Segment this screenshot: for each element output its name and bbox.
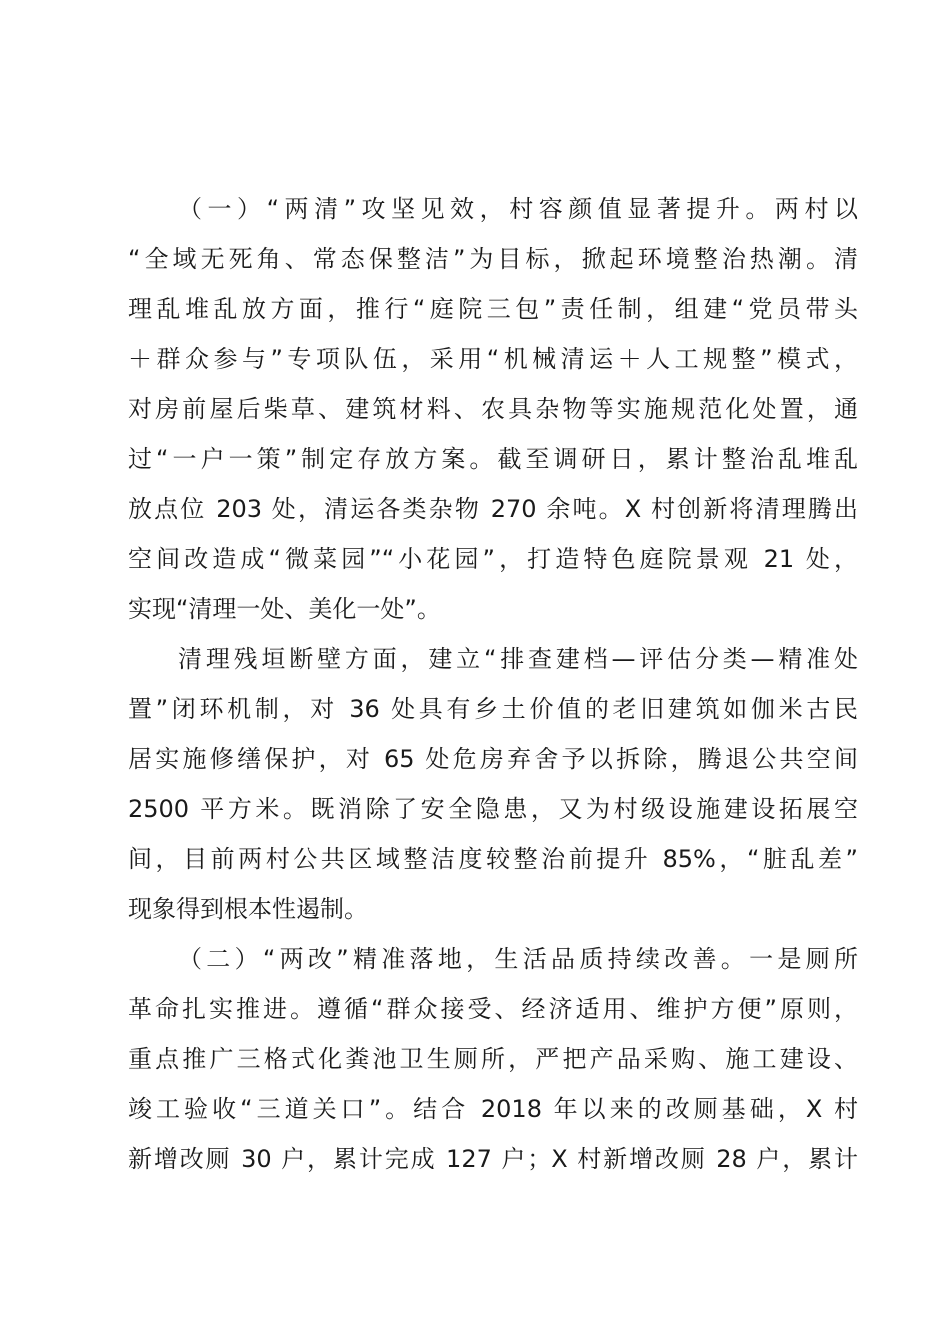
text-line: 新增改厕 30 户，累计完成 127 户；X 村新增改厕 28 户，累计 <box>128 1145 858 1173</box>
text-line: ＋群众参与”专项队伍，采用“机械清运＋人工规整”模式， <box>128 345 858 373</box>
text-line: 现象得到根本性遏制。 <box>128 895 368 923</box>
text-line: 革命扎实推进。遵循“群众接受、经济适用、维护方便”原则， <box>128 995 858 1023</box>
paragraph-3 <box>128 934 858 1184</box>
text-line: 空间改造成“微菜园”“小花园”，打造特色庭院景观 21 处， <box>128 545 858 573</box>
text-line: 放点位 203 处，清运各类杂物 270 余吨。X 村创新将清理腾出 <box>128 495 858 523</box>
text-line: 间，目前两村公共区域整洁度较整治前提升 85%，“脏乱差” <box>128 845 858 873</box>
text-line: 居实施修缮保护，对 65 处危房弃舍予以拆除，腾退公共空间 <box>128 745 858 773</box>
text-line: 清理残垣断壁方面，建立“排查建档—评估分类—精准处 <box>178 645 858 673</box>
document-body <box>128 184 858 1184</box>
text-line: 理乱堆乱放方面，推行“庭院三包”责任制，组建“党员带头 <box>128 295 858 323</box>
paragraph-2 <box>128 634 858 934</box>
paragraph-1 <box>128 184 858 634</box>
text-line: （一）“两清”攻坚见效，村容颜值显著提升。两村以 <box>178 195 858 223</box>
text-line: 竣工验收“三道关口”。结合 2018 年以来的改厕基础，X 村 <box>128 1095 858 1123</box>
text-line: 对房前屋后柴草、建筑材料、农具杂物等实施规范化处置，通 <box>128 395 858 423</box>
text-line: （二）“两改”精准落地，生活品质持续改善。一是厕所 <box>178 945 858 973</box>
text-line: 置”闭环机制，对 36 处具有乡土价值的老旧建筑如伽米古民 <box>128 695 858 723</box>
text-line: 过“一户一策”制定存放方案。截至调研日，累计整治乱堆乱 <box>128 445 858 473</box>
text-line: 重点推广三格式化粪池卫生厕所，严把产品采购、施工建设、 <box>128 1045 858 1073</box>
text-line: 实现“清理一处、美化一处”。 <box>128 595 441 623</box>
text-line: “全域无死角、常态保整洁”为目标，掀起环境整治热潮。清 <box>128 245 858 273</box>
text-line: 2500 平方米。既消除了安全隐患，又为村级设施建设拓展空 <box>128 795 858 823</box>
